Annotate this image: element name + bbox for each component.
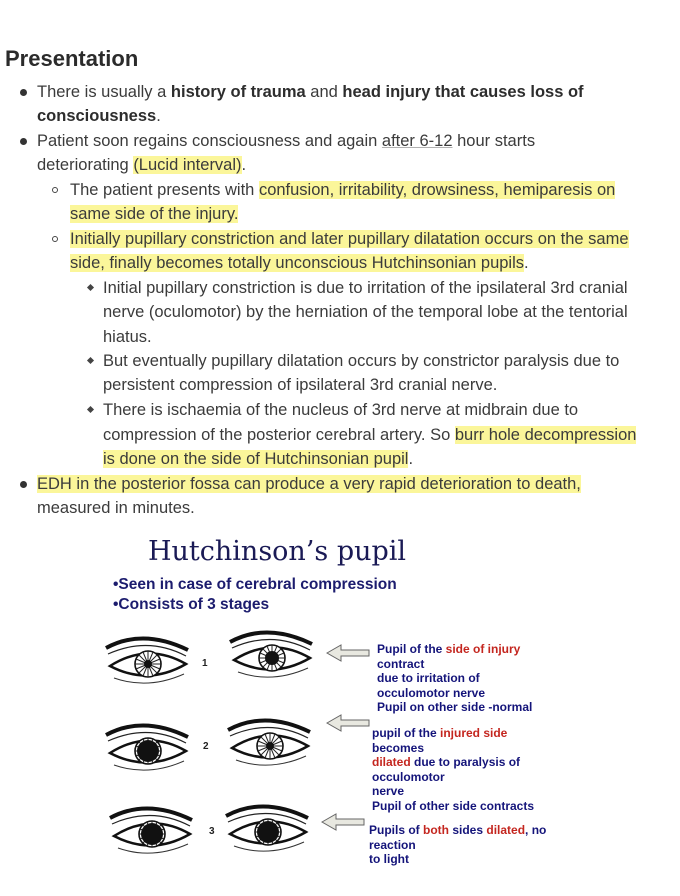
diamond-bullet-marker bbox=[87, 406, 94, 413]
stage-3-right-eye bbox=[226, 806, 308, 851]
bullet-2-line-2: deteriorating (Lucid interval). bbox=[37, 156, 247, 174]
stage-3-left-eye bbox=[110, 808, 192, 853]
stage-2-right-eye bbox=[228, 720, 310, 765]
sub-bullet-2-line-1: Initially pupillary constriction and later pupillary dilatation occurs on the same bbox=[70, 230, 629, 248]
sub-bullet-1-line-1: The patient presents with confusion, irritability, drowsiness, hemiparesis on bbox=[70, 181, 616, 199]
stage-1-left-eye bbox=[106, 638, 188, 683]
detail-3-line-2: compression of the posterior cerebral artery. So burr hole decompression bbox=[103, 426, 637, 444]
figure-title: Hutchinson’s pupil bbox=[148, 536, 407, 567]
bullet-3-line-1: EDH in the posterior fossa can produce a very rapid deterioration to death, bbox=[37, 475, 581, 493]
sub-bullet-1-line-2: same side of the injury. bbox=[70, 205, 239, 223]
diamond-bullet-marker bbox=[87, 284, 94, 291]
bullet-3-line-2: measured in minutes. bbox=[37, 499, 195, 517]
bullet-marker bbox=[20, 89, 27, 96]
bullet-marker bbox=[20, 481, 27, 488]
stage-number-2: 2 bbox=[203, 741, 209, 752]
figure-subtitle-1: •Seen in case of cerebral compression bbox=[113, 576, 397, 593]
detail-1-line-1: Initial pupillary constriction is due to irritation of the ipsilateral 3rd cranial bbox=[103, 279, 628, 297]
sub-bullet-marker bbox=[52, 236, 58, 242]
stage-1-right-eye bbox=[230, 632, 312, 677]
detail-2-line-1: But eventually pupillary dilatation occurs by constrictor paralysis due to bbox=[103, 352, 620, 370]
bullet-2-line-1: Patient soon regains consciousness and again after 6-12 hour starts bbox=[37, 132, 536, 150]
bullet-marker bbox=[20, 138, 27, 145]
stage-3-arrow-icon bbox=[322, 814, 364, 830]
stage-2-left-eye bbox=[106, 725, 188, 770]
stage-1-arrow-icon bbox=[327, 645, 369, 661]
stage-2-arrow-icon bbox=[327, 715, 369, 731]
stage-1-description: Pupil of the side of injury contract due to irritation of occulomotor nerve Pupil on other side -normal bbox=[377, 642, 533, 714]
stage-number-1: 1 bbox=[202, 658, 208, 669]
diamond-bullet-marker bbox=[87, 357, 94, 364]
detail-2-line-2: persistent compression of ipsilateral 3rd cranial nerve. bbox=[103, 376, 498, 394]
detail-3-line-1: There is ischaemia of the nucleus of 3rd nerve at midbrain due to bbox=[103, 401, 579, 419]
stage-number-3: 3 bbox=[209, 826, 215, 837]
sub-bullet-marker bbox=[52, 187, 58, 193]
figure-subtitle-2: •Consists of 3 stages bbox=[113, 596, 270, 613]
detail-1-line-3: hiatus. bbox=[103, 328, 152, 346]
bullet-1-line-2: consciousness. bbox=[37, 107, 161, 125]
sub-bullet-2-line-2: side, finally becomes totally unconscious Hutchinsonian pupils. bbox=[70, 254, 529, 272]
stage-2-description: pupil of the injured side becomes dilated due to paralysis of occulomotor nerve Pupil of other side contracts bbox=[372, 726, 535, 813]
detail-3-line-3: is done on the side of Hutchinsonian pupil. bbox=[103, 450, 414, 468]
section-heading: Presentation bbox=[5, 46, 139, 71]
detail-1-line-2: nerve (oculomotor) by the herniation of the temporal lobe at the tentorial bbox=[103, 303, 628, 321]
stage-3-description: Pupils of both sides dilated, no reaction to light bbox=[369, 823, 547, 866]
bullet-1-line-1: There is usually a history of trauma and head injury that causes loss of bbox=[37, 83, 584, 101]
